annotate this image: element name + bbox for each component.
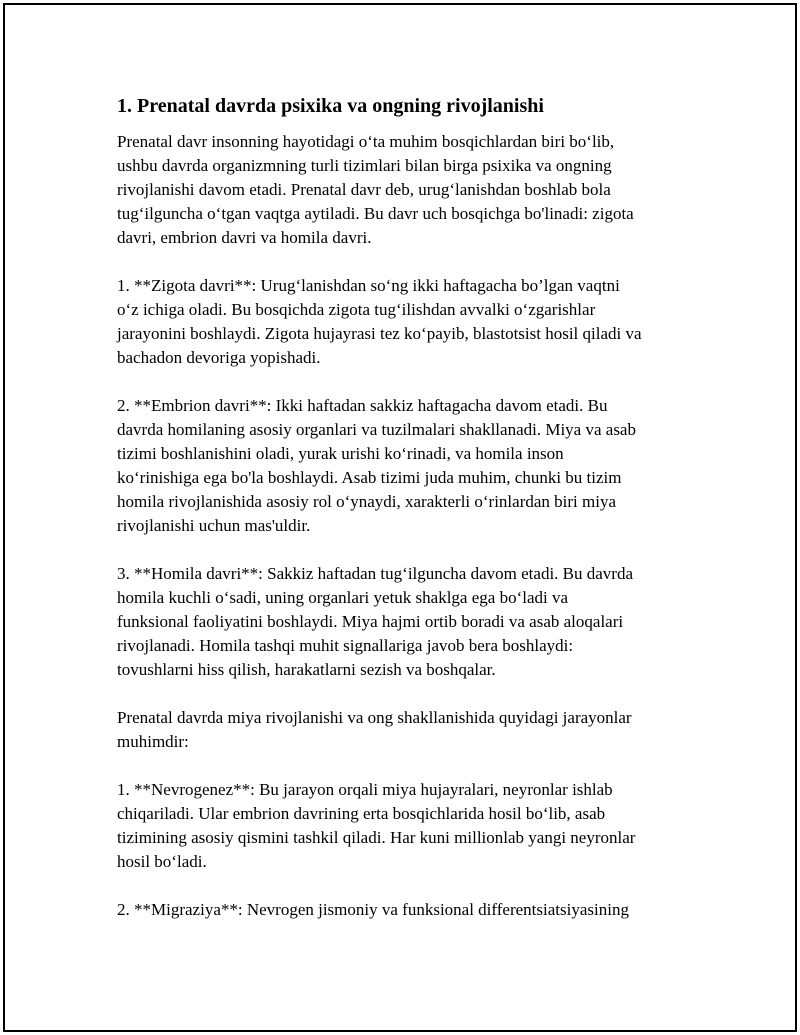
document-body <box>117 94 717 946</box>
text-line: homila rivojlanishida asosiy rol o‘ynaydi, xarakterli o‘rinlardan biri miya <box>117 492 617 511</box>
text-line: tug‘ilguncha o‘tgan vaqtga aytiladi. Bu davr uch bosqichga bo'linadi: zigota <box>117 204 634 223</box>
paragraph <box>117 274 717 370</box>
document-title: 1. Prenatal davrda psixika va ongning rivojlanishi <box>117 95 544 117</box>
text-line: tovushlarni hiss qilish, harakatlarni sezish va boshqalar. <box>117 660 496 679</box>
text-line: homila kuchli o‘sadi, uning organlari yetuk shaklga ega bo‘ladi va <box>117 588 569 607</box>
text-line: 3. **Homila davri**: Sakkiz haftadan tug‘ilguncha davom etadi. Bu davrda <box>117 564 634 583</box>
text-line: 2. **Embrion davri**: Ikki haftadan sakkiz haftagacha davom etadi. Bu <box>117 396 608 415</box>
paragraph <box>117 778 717 874</box>
paragraph <box>117 562 717 682</box>
text-line: ushbu davrda organizmning turli tizimlari bilan birga psixika va ongning <box>117 156 612 175</box>
text-line: o‘z ichiga oladi. Bu bosqichda zigota tug‘ilishdan avvalki o‘zgarishlar <box>117 300 596 319</box>
text-line: tizimining asosiy qismini tashkil qiladi. Har kuni millionlab yangi neyronlar <box>117 828 636 847</box>
paragraph <box>117 706 717 754</box>
text-line: bachadon devoriga yopishadi. <box>117 348 321 367</box>
text-line: rivojlanishi uchun mas'uldir. <box>117 516 311 535</box>
text-line: davrda homilaning asosiy organlari va tuzilmalari shakllanadi. Miya va asab <box>117 420 636 439</box>
paragraph <box>117 394 717 538</box>
text-line: rivojlanishi davom etadi. Prenatal davr deb, urug‘lanishdan boshlab bola <box>117 180 611 199</box>
text-line: 1. **Zigota davri**: Urug‘lanishdan so‘ng ikki haftagacha bo’lgan vaqtni <box>117 276 620 295</box>
text-line: funksional faoliyatini boshlaydi. Miya hajmi ortib boradi va asab aloqalari <box>117 612 624 631</box>
text-line: davri, embrion davri va homila davri. <box>117 228 372 247</box>
text-line: chiqariladi. Ular embrion davrining erta bosqichlarida hosil bo‘lib, asab <box>117 804 606 823</box>
text-line: muhimdir: <box>117 732 189 751</box>
text-line: 2. **Migraziya**: Nevrogen jismoniy va funksional differentsiatsiyasining <box>117 900 629 919</box>
text-line: hosil bo‘ladi. <box>117 852 207 871</box>
text-line: tizimi boshlanishini oladi, yurak urishi ko‘rinadi, va homila inson <box>117 444 564 463</box>
paragraph <box>117 130 717 250</box>
text-line: jarayonini boshlaydi. Zigota hujayrasi tez ko‘payib, blastotsist hosil qiladi va <box>117 324 642 343</box>
text-line: rivojlanadi. Homila tashqi muhit signallariga javob bera boshlaydi: <box>117 636 574 655</box>
text-line: ko‘rinishiga ega bo'la boshlaydi. Asab tizimi juda muhim, chunki bu tizim <box>117 468 622 487</box>
text-line: 1. **Nevrogenez**: Bu jarayon orqali miya hujayralari, neyronlar ishlab <box>117 780 613 799</box>
text-line: Prenatal davr insonning hayotidagi o‘ta muhim bosqichlardan biri bo‘lib, <box>117 132 615 151</box>
paragraph-list <box>117 130 717 922</box>
text-line: Prenatal davrda miya rivojlanishi va ong shakllanishida quyidagi jarayonlar <box>117 708 632 727</box>
paragraph <box>117 898 717 922</box>
